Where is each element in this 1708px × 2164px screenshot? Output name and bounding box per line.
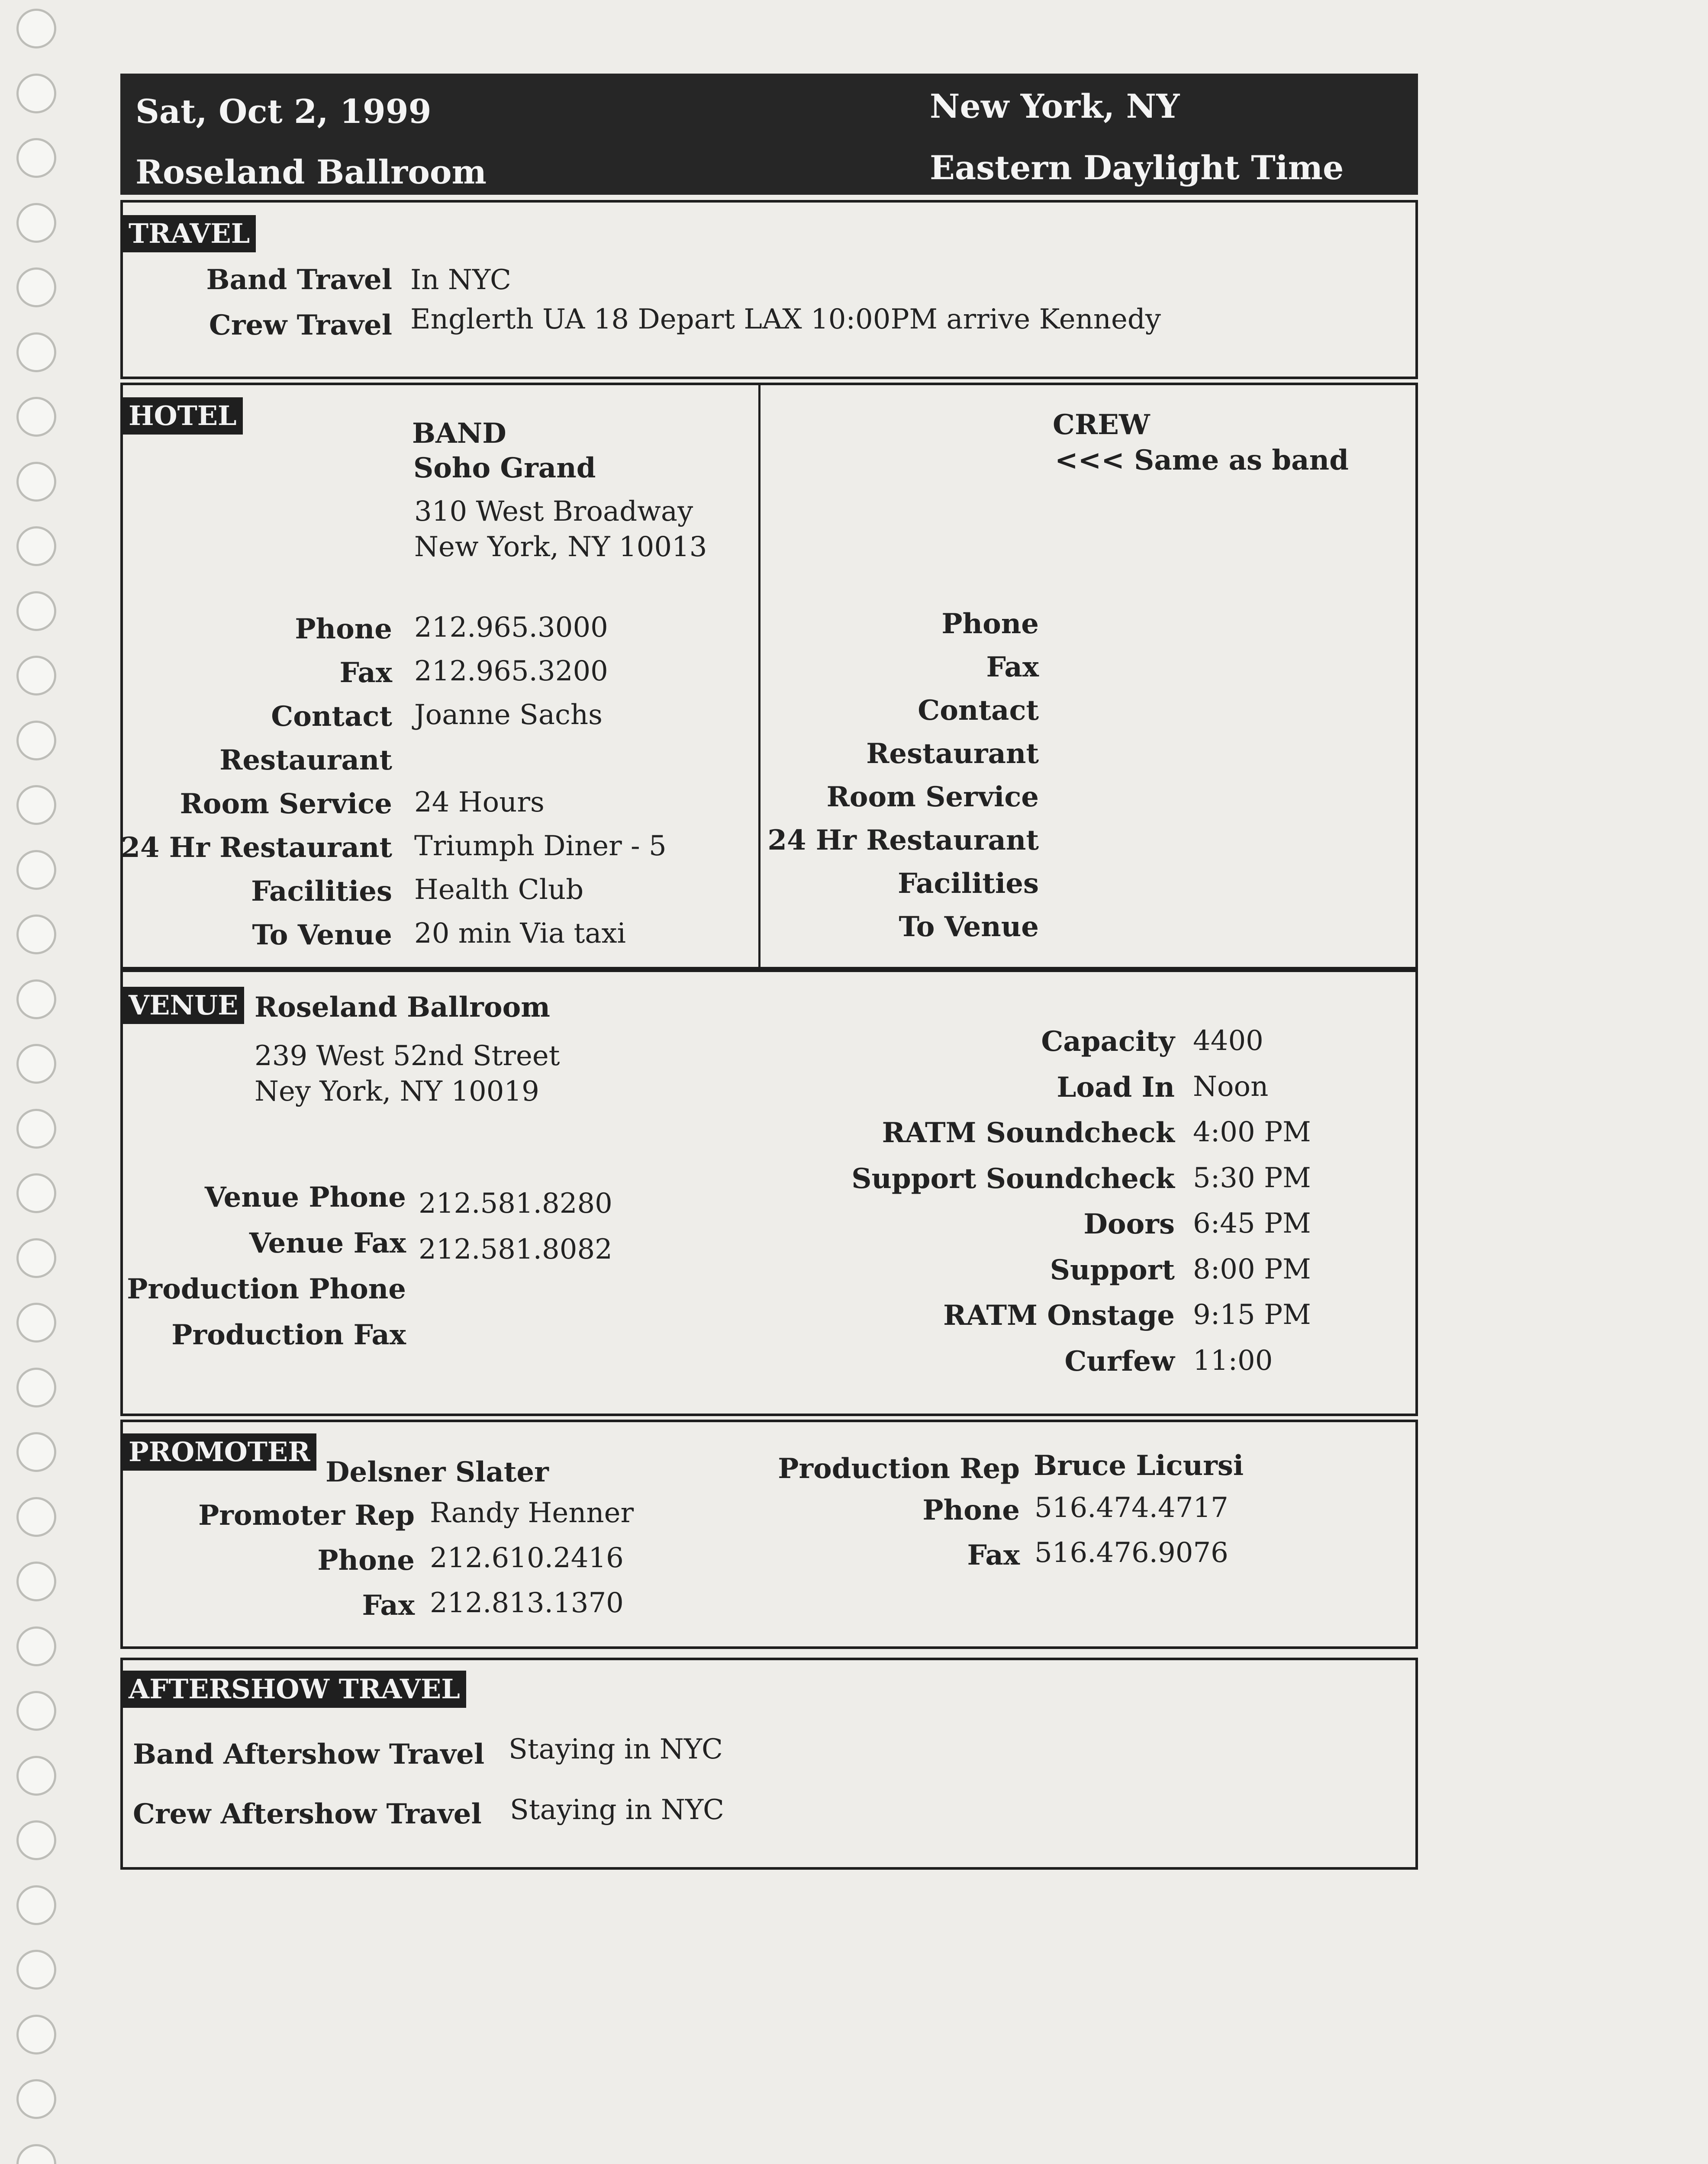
venue-doors-value: 6:45 PM [1193, 1208, 1311, 1240]
hotel-to-venue-value: 20 min Via taxi [414, 918, 626, 950]
venue-venue-phone-value: 212.581.8280 [419, 1188, 612, 1220]
show-date: Sat, Oct 2, 1999 [135, 92, 432, 131]
crew-24-hr-restaurant-label: 24 Hr Restaurant [767, 824, 1039, 857]
binding-hole [16, 1368, 56, 1407]
crew-travel-label: Crew Travel [209, 309, 392, 341]
binding-hole [16, 462, 56, 502]
band-aftershow-value: Staying in NYC [509, 1733, 723, 1765]
binding-hole [16, 1562, 56, 1601]
binding-hole [16, 1756, 56, 1796]
binding-hole [16, 1432, 56, 1472]
hotel-contact-label: Contact [271, 700, 392, 733]
promoter-name: Delsner Slater [325, 1456, 549, 1488]
binding-hole [16, 1109, 56, 1149]
production-rep-value: Bruce Licursi [1034, 1449, 1244, 1482]
venue-load-in-label: Load In [1057, 1071, 1175, 1104]
crew-phone-label: Phone [941, 608, 1039, 640]
crew-room-service-label: Room Service [826, 781, 1039, 813]
binding-hole [16, 138, 56, 178]
crew-fax-label: Fax [986, 651, 1039, 683]
binding-hole [16, 267, 56, 307]
header-venue: Roseland Ballroom [135, 153, 487, 191]
hotel-band-address2: New York, NY 10013 [414, 531, 707, 563]
hotel-phone-label: Phone [295, 613, 392, 645]
venue-venue-fax-value: 212.581.8082 [419, 1233, 612, 1266]
hotel-facilities-label: Facilities [251, 875, 392, 908]
hotel-fax-label: Fax [339, 657, 392, 689]
travel-tab: TRAVEL [122, 215, 256, 252]
hotel-band-heading: BAND [412, 417, 506, 450]
venue-address1: 239 West 52nd Street [255, 1040, 560, 1072]
production-rep-fax-label: Fax [967, 1539, 1020, 1571]
hotel-band-address1: 310 West Broadway [414, 496, 693, 528]
venue-name: Roseland Ballroom [255, 991, 550, 1024]
binding-hole [16, 397, 56, 437]
crew-aftershow-value: Staying in NYC [510, 1794, 724, 1826]
hotel-divider [758, 383, 761, 969]
production-rep-phone-label: Phone [922, 1494, 1020, 1526]
binding-hole [16, 1497, 56, 1537]
production-rep-phone-value: 516.474.4717 [1034, 1492, 1228, 1524]
hotel-tab: HOTEL [122, 397, 243, 435]
venue-support-soundcheck-label: Support Soundcheck [851, 1162, 1175, 1195]
hotel-band-name: Soho Grand [413, 452, 596, 484]
binding-hole [16, 1044, 56, 1084]
binding-hole [16, 332, 56, 372]
binding-hole [16, 656, 56, 696]
crew-aftershow-label: Crew Aftershow Travel [133, 1798, 482, 1830]
crew-to-venue-label: To Venue [899, 911, 1039, 943]
venue-ratm-soundcheck-value: 4:00 PM [1193, 1116, 1311, 1148]
venue-curfew-value: 11:00 [1193, 1344, 1273, 1377]
crew-travel-value: Englerth UA 18 Depart LAX 10:00PM arrive Kennedy [410, 303, 1161, 335]
venue-doors-label: Doors [1083, 1208, 1175, 1240]
production-rep-label: Production Rep [778, 1452, 1020, 1485]
binding-hole [16, 1885, 56, 1925]
promoter-fax-value: 212.813.1370 [430, 1587, 624, 1619]
binding-hole [16, 1691, 56, 1731]
venue-load-in-value: Noon [1193, 1070, 1269, 1103]
binding-hole [16, 850, 56, 890]
hotel-crew-note: <<< Same as band [1055, 444, 1349, 477]
promoter-tab: PROMOTER [122, 1433, 316, 1471]
venue-production-fax-label: Production Fax [171, 1319, 406, 1351]
binding-hole [16, 979, 56, 1019]
binding-hole [16, 9, 56, 48]
binding-hole [16, 2079, 56, 2119]
promoter-promoter-rep-label: Promoter Rep [198, 1499, 415, 1532]
crew-contact-label: Contact [918, 694, 1039, 727]
binding-hole [16, 721, 56, 760]
crew-restaurant-label: Restaurant [866, 737, 1039, 770]
crew-facilities-label: Facilities [898, 867, 1039, 900]
hotel-fax-value: 212.965.3200 [414, 655, 608, 687]
header-timezone: Eastern Daylight Time [930, 148, 1344, 187]
binding-hole [16, 1303, 56, 1343]
venue-support-value: 8:00 PM [1193, 1253, 1311, 1285]
hotel-facilities-value: Health Club [414, 874, 584, 906]
venue-address2: Ney York, NY 10019 [255, 1076, 539, 1108]
binding-hole [16, 203, 56, 243]
binding-hole [16, 2144, 56, 2164]
aftershow-tab: AFTERSHOW TRAVEL [122, 1671, 466, 1708]
hotel-24-hr-restaurant-label: 24 Hr Restaurant [121, 831, 392, 864]
binding-hole [16, 785, 56, 825]
binding-hole [16, 2015, 56, 2055]
venue-ratm-onstage-label: RATM Onstage [943, 1299, 1175, 1332]
venue-support-label: Support [1050, 1253, 1175, 1286]
hotel-24-hr-restaurant-value: Triumph Diner - 5 [414, 830, 667, 862]
hotel-crew-heading: CREW [1053, 409, 1150, 441]
binding-hole [16, 1950, 56, 1990]
promoter-phone-label: Phone [317, 1544, 415, 1577]
venue-capacity-value: 4400 [1193, 1025, 1263, 1057]
header-city: New York, NY [930, 87, 1180, 126]
promoter-phone-value: 212.610.2416 [430, 1542, 624, 1574]
header-bar [120, 74, 1418, 195]
promoter-promoter-rep-value: Randy Henner [430, 1497, 634, 1529]
binding-hole [16, 74, 56, 113]
binding-hole [16, 1238, 56, 1278]
venue-venue-fax-label: Venue Fax [249, 1227, 406, 1259]
hotel-room-service-value: 24 Hours [414, 786, 545, 818]
binding-hole [16, 526, 56, 566]
venue-ratm-soundcheck-label: RATM Soundcheck [882, 1117, 1175, 1149]
hotel-restaurant-label: Restaurant [219, 744, 392, 776]
hotel-phone-value: 212.965.3000 [414, 612, 608, 644]
venue-ratm-onstage-value: 9:15 PM [1193, 1299, 1311, 1331]
hotel-room-service-label: Room Service [180, 788, 392, 820]
binding-hole [16, 1173, 56, 1213]
band-travel-value: In NYC [410, 264, 511, 296]
venue-production-phone-label: Production Phone [127, 1273, 406, 1305]
hotel-contact-value: Joanne Sachs [414, 699, 603, 731]
binding-hole [16, 1820, 56, 1860]
production-rep-fax-value: 516.476.9076 [1034, 1537, 1228, 1569]
venue-tab: VENUE [122, 987, 244, 1024]
hotel-to-venue-label: To Venue [252, 919, 392, 951]
band-aftershow-label: Band Aftershow Travel [133, 1738, 485, 1771]
venue-support-soundcheck-value: 5:30 PM [1193, 1162, 1311, 1194]
venue-curfew-label: Curfew [1064, 1345, 1175, 1378]
binding-hole [16, 1626, 56, 1666]
binding-hole [16, 591, 56, 631]
binding-hole [16, 915, 56, 954]
promoter-fax-label: Fax [362, 1589, 415, 1622]
venue-capacity-label: Capacity [1041, 1025, 1175, 1058]
band-travel-label: Band Travel [206, 264, 392, 296]
venue-venue-phone-label: Venue Phone [204, 1181, 406, 1214]
